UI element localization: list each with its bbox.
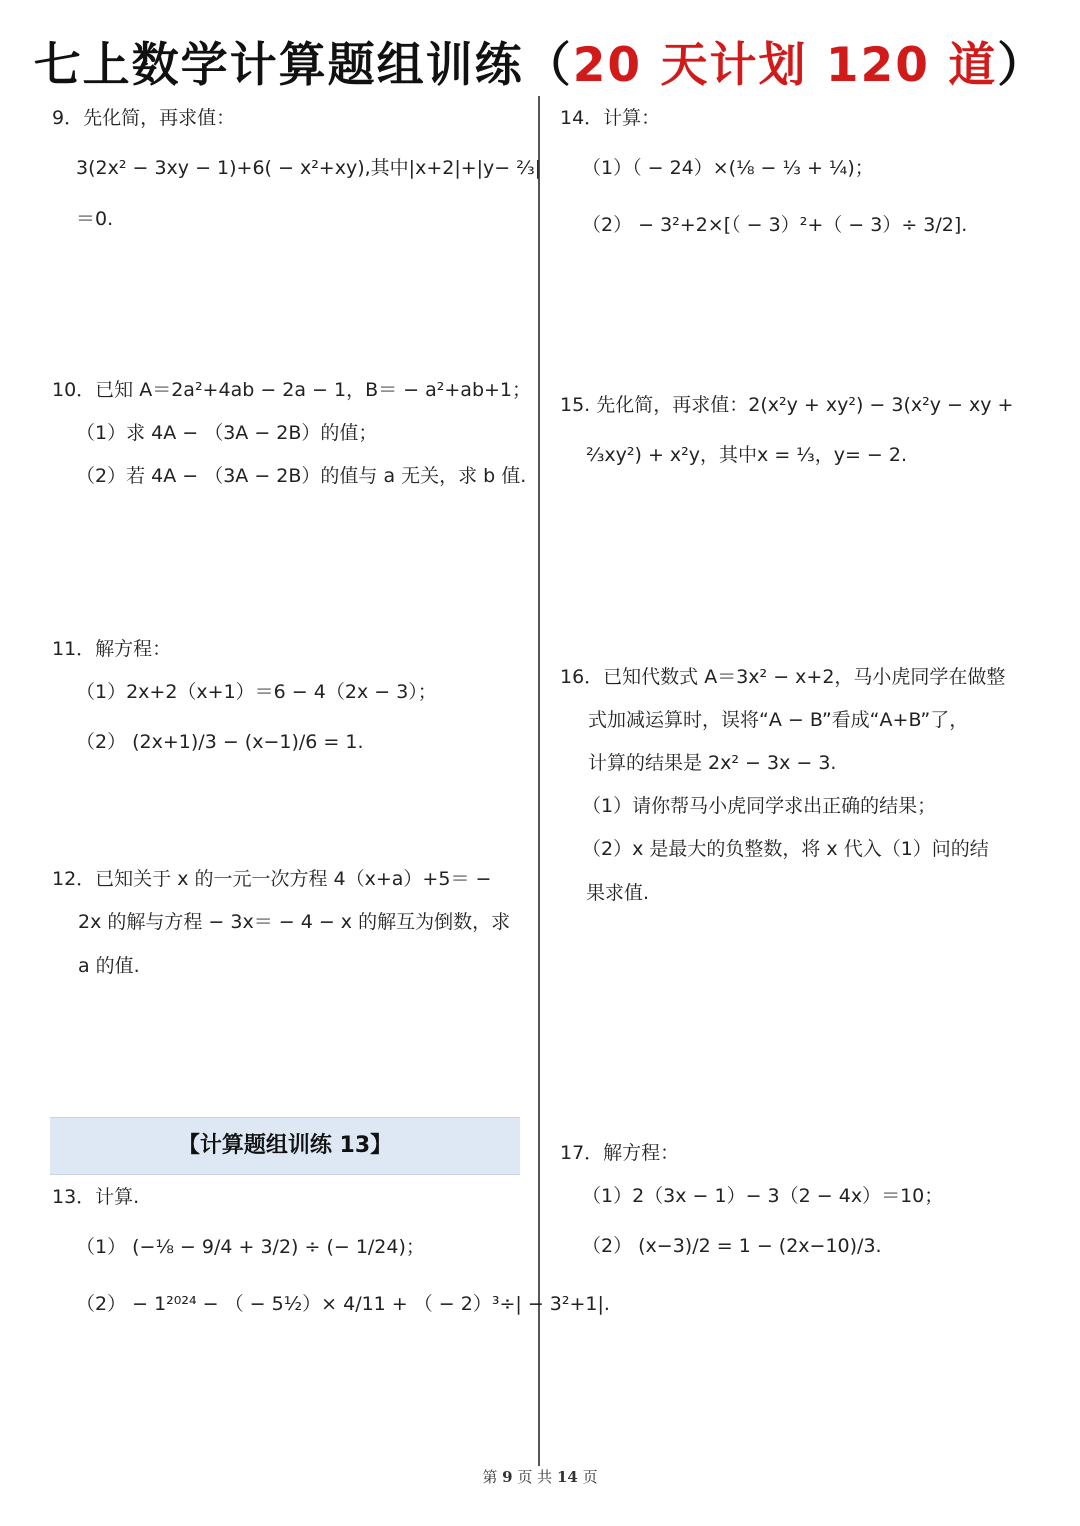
question-12-line-2: 2x 的解与方程 − 3x＝ − 4 − x 的解互为倒数，求 xyxy=(78,911,511,933)
section-banner: 【计算题组训练 13】 xyxy=(50,1117,520,1175)
question-13-head: 13．计算. xyxy=(52,1186,140,1208)
total-pages: 14 xyxy=(556,1468,578,1486)
question-9-head: 9．先化简，再求值： xyxy=(52,107,236,129)
page-footer: 第 9 页 共 14 页 xyxy=(482,1468,598,1486)
question-17-part-2: （2） (x−3)/2 = 1 − (2x−10)/3. xyxy=(582,1235,882,1257)
question-15-line-2: ⅔xy²) + x²y，其中x = ⅓，y= − 2. xyxy=(586,444,907,466)
column-divider xyxy=(538,96,540,1466)
question-16-part-2-cont: 果求值. xyxy=(586,882,650,904)
question-14-head: 14．计算： xyxy=(560,107,661,129)
question-16-line-2: 式加减运算时，误将“A − B”看成“A+B”了， xyxy=(588,709,969,731)
question-11-part-1: （1）2x+2（x+1）＝6 − 4（2x − 3）； xyxy=(76,681,437,703)
question-13-part-2: （2） − 1²⁰²⁴ − （ − 5½）× 4/11 + （ − 2）³÷| − 3²+1|. xyxy=(76,1293,610,1315)
question-9-expression: 3(2x² − 3xy − 1)+6( − x²+xy),其中|x+2|+|y− ⅔| xyxy=(76,157,542,179)
question-11-head: 11．解方程： xyxy=(52,638,172,660)
question-17-part-1: （1）2（3x − 1）− 3（2 − 4x）＝10； xyxy=(582,1185,944,1207)
question-12-line-1: 12．已知关于 x 的一元一次方程 4（x+a）+5＝ − xyxy=(52,868,492,890)
title-highlight: 20 天计划 120 道 xyxy=(572,38,998,93)
question-10-head: 10．已知 A＝2a²+4ab − 2a − 1，B＝ − a²+ab+1； xyxy=(52,379,532,401)
question-13-part-1: （1） (−⅛ − 9/4 + 3/2) ÷ (− 1/24)； xyxy=(76,1236,425,1258)
page-title: 七上数学计算题组训练（20 天计划 120 道） xyxy=(33,38,1047,93)
current-page: 9 xyxy=(502,1468,513,1486)
question-9-condition: ＝0. xyxy=(76,208,114,230)
question-16-part-1: （1）请你帮马小虎同学求出正确的结果； xyxy=(582,795,937,817)
question-10-part-2: （2）若 4A − （3A − 2B）的值与 a 无关，求 b 值. xyxy=(76,465,527,487)
question-16-line-3: 计算的结果是 2x² − 3x − 3. xyxy=(588,752,837,774)
question-10-part-1: （1）求 4A − （3A − 2B）的值； xyxy=(76,422,378,444)
question-14-part-2: （2） − 3²+2×[（ − 3）²+（ − 3）÷ 3/2]. xyxy=(582,214,968,236)
question-16-line-1: 16．已知代数式 A＝3x² − x+2，马小虎同学在做整 xyxy=(560,666,1006,688)
question-17-head: 17．解方程： xyxy=(560,1142,680,1164)
question-16-part-2: （2）x 是最大的负整数，将 x 代入（1）问的结 xyxy=(582,838,989,860)
question-12-line-3: a 的值. xyxy=(78,955,140,977)
question-14-part-1: （1）（ − 24）×(⅛ − ⅓ + ¼)； xyxy=(582,157,874,179)
question-15-line-1: 15. 先化简，再求值：2(x²y + xy²) − 3(x²y − xy + xyxy=(560,394,1014,416)
question-11-part-2: （2） (2x+1)/3 − (x−1)/6 = 1. xyxy=(76,731,364,753)
